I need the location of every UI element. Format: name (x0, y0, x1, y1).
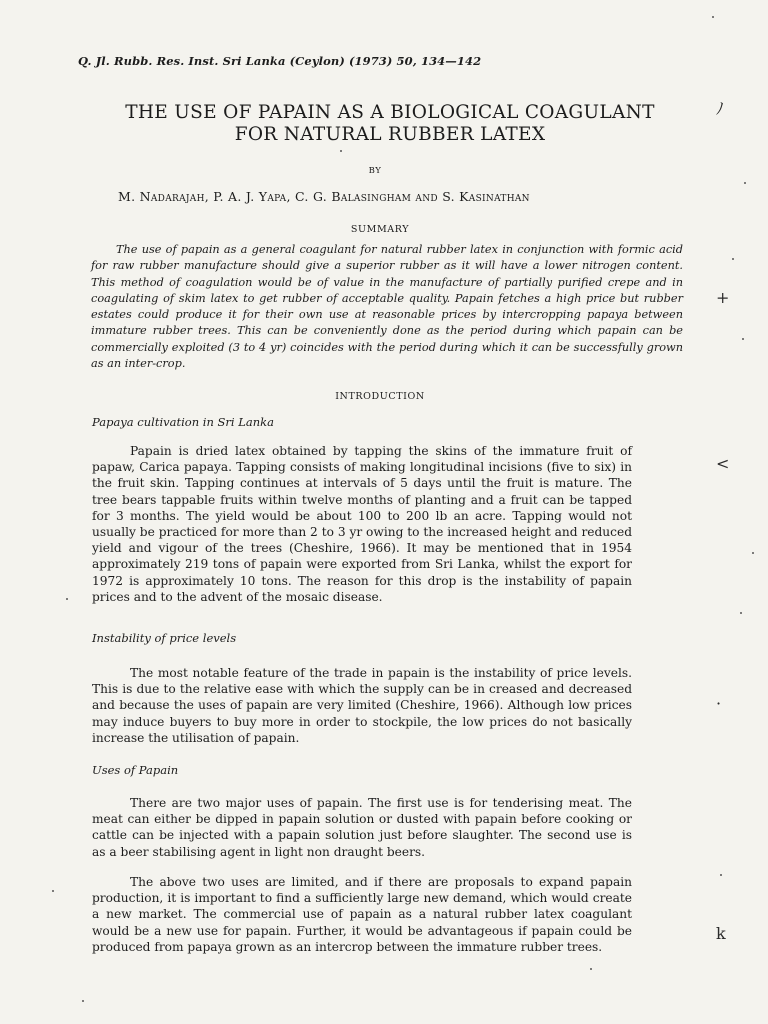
scan-speck (720, 874, 722, 876)
author-list: M. Nadarajah, P. A. J. Yapa, C. G. Balasingham and S. Kasinathan (118, 189, 530, 204)
scan-speck (752, 552, 754, 554)
title-line-1: THE USE OF PAPAIN AS A BIOLOGICAL COAGULANT (125, 102, 655, 123)
paragraph-papaya-cultivation: Papain is dried latex obtained by tapping the skins of the immature fruit of papaw, Carica papaya. Tapping consists of making longitudinal incisions (five to six) in the fruit skin. Tapping continues at intervals of 5 days until the fruit is mature. The tree bears tappable fruits within twelve months of planting and a fruit can be tapped for 3 months. The yield would be about 100 to 200 lb an acre. Tapping would not usually be practiced for more than 2 to 3 yr owing to the increased height and reduced yield and vigour of the trees (Cheshire, 1966). It may be mentioned that in 1954 approximately 219 tons of papain were exported from Sri Lanka, whilst the export for 1972 is approximately 10 tons. The reason for this drop is the instability of papain prices and to the advent of the mosaic disease. (92, 444, 632, 604)
scan-speck (52, 890, 54, 892)
summary-paragraph: The use of papain as a general coagulant for natural rubber latex in conjunction with formic acid for raw rubber manufacture should give a superior rubber as it will have a lower nitrogen content. This method of coagulation would be of value in the manufacture of partially purified crepe and in coagulating of skim latex to get rubber of acceptable quality. Papain fetches a high price but rubber estates could produce it for their own use at reasonable prices by intercropping papaya between immature rubber trees. This can be conveniently done as the period during which papain can be commercially exploited (3 to 4 yr) coincides with the period during which it can be successfully grown as an inter-crop. (91, 243, 683, 371)
article-title (70, 102, 710, 146)
scan-speck (732, 258, 734, 260)
scan-speck (742, 338, 744, 340)
paragraph-price-instability: The most notable feature of the trade in papain is the instability of price levels. This is due to the relative ease with which the supply can be in creased and decreased and because the uses of papain are very limited (Cheshire, 1966). Although low prices may induce buyers to buy more in order to stockpile, the low prices do not basically increase the utilisation of papain. (92, 666, 632, 745)
margin-mark: + (716, 288, 730, 307)
introduction-heading: INTRODUCTION (335, 391, 425, 402)
scan-speck (740, 612, 742, 614)
margin-mark: < (716, 454, 730, 473)
margin-mark: ﾉ (716, 99, 725, 118)
subheading-uses-of-papain: Uses of Papain (92, 763, 179, 777)
subheading-papaya-cultivation: Papaya cultivation in Sri Lanka (92, 415, 274, 429)
byline-label: BY (368, 166, 382, 176)
summary-heading: SUMMARY (350, 224, 410, 235)
scan-speck (744, 182, 746, 184)
title-line-2: FOR NATURAL RUBBER LATEX (234, 124, 546, 145)
scan-speck (66, 598, 68, 600)
scan-speck (340, 150, 342, 152)
subheading-price-instability: Instability of price levels (92, 631, 237, 645)
summary-text (91, 242, 683, 372)
paragraph-uses-of-papain-2: The above two uses are limited, and if there are proposals to expand papain production, it is important to find a sufficiently large new demand, which would create a new market. The commercial use of papain as a natural rubber latex coagulant would be a new use for papain. Further, it would be advantageous if papain could be produced from papaya grown as an intercrop between the immature rubber trees. (92, 875, 632, 954)
scan-speck (712, 16, 714, 18)
margin-mark: · (716, 694, 722, 713)
journal-reference: Q. Jl. Rubb. Res. Inst. Sri Lanka (Ceylon) (1973) 50, 134—142 (78, 54, 482, 68)
scan-speck (590, 968, 592, 970)
margin-mark: k (716, 924, 726, 943)
paragraph-uses-of-papain-1: There are two major uses of papain. The first use is for tenderising meat. The meat can either be dipped in papain solution or dusted with papain before cooking or cattle can be injected with a papain solution just before slaughter. The second use is as a beer stabilising agent in light non draught beers. (92, 796, 632, 859)
scan-speck (82, 1000, 84, 1002)
